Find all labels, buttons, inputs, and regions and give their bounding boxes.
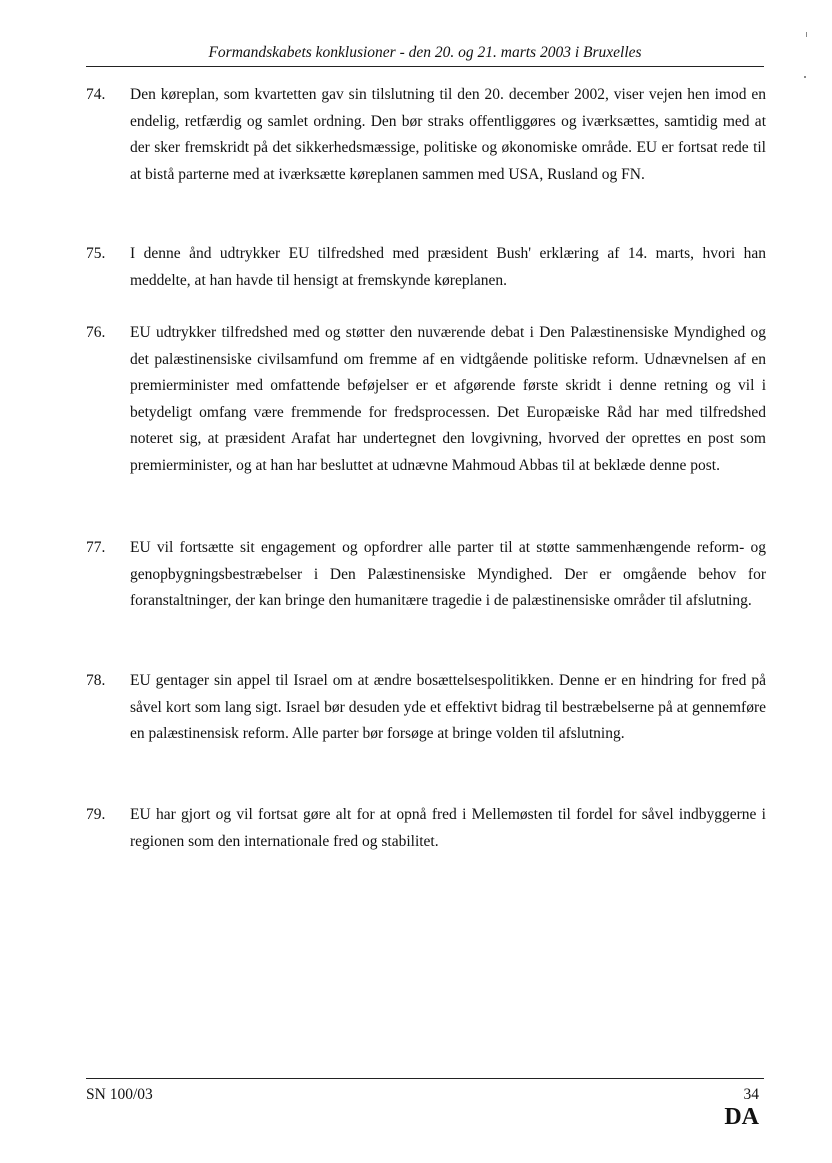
paragraph-text: Den køreplan, som kvartetten gav sin tilslutning til den 20. december 2002, viser vejen hen imod en endelig, retfærdig og samlet ordning. Den bør straks offentliggøres og iværksættes, samtidig med at der sker fremskridt på det sikkerhedsmæssige, politiske og økonomiske område. EU er fortsat rede til at bistå parterne med at iværksætte køreplanen sammen med USA, Rusland og FN.	[130, 86, 766, 183]
paragraph-text: EU har gjort og vil fortsat gøre alt for at opnå fred i Mellemøsten til fordel for såvel indbyggerne i regionen som den internationale fred og stabilitet.	[130, 806, 766, 850]
footer-rule	[86, 1078, 764, 1079]
paragraph-74	[86, 82, 766, 188]
paragraph-77	[86, 535, 766, 615]
paragraph-number: 74.	[86, 86, 106, 103]
scan-speck	[804, 76, 806, 78]
paragraph-number: 77.	[86, 539, 106, 556]
paragraph-number: 78.	[86, 672, 106, 689]
paragraph-79	[86, 802, 766, 855]
paragraph-text: EU udtrykker tilfredshed med og støtter den nuværende debat i Den Palæstinensiske Myndighed og det palæstinensiske civilsamfund om fremme af en vidtgående politiske reform. Udnævnelsen af en premierminister med omfattende beføjelser er et afgørende første skridt i denne retning og vil i betydeligt omfang være fremmende for fredsprocessen. Det Europæiske Råd har med tilfredshed noteret sig, at præsident Arafat har undertegnet den lovgivning, hvorved der oprettes en post som premierminister, og at han har besluttet at udnævne Mahmoud Abbas til at beklæde denne post.	[130, 324, 766, 474]
paragraph-75	[86, 241, 766, 294]
language-code: DA	[724, 1104, 759, 1130]
page-header: Formandskabets konklusioner - den 20. og 21. marts 2003 i Bruxelles	[208, 44, 642, 61]
paragraph-76	[86, 320, 766, 480]
paragraph-number: 79.	[86, 806, 106, 823]
paragraph-text: I denne ånd udtrykker EU tilfredshed med præsident Bush' erklæring af 14. marts, hvori han meddelte, at han havde til hensigt at fremskynde køreplanen.	[130, 245, 766, 289]
document-reference: SN 100/03	[86, 1086, 153, 1103]
paragraph-number: 75.	[86, 245, 106, 262]
scan-speck	[806, 32, 807, 37]
paragraph-number: 76.	[86, 324, 106, 341]
page-number: 34	[743, 1086, 759, 1103]
paragraph-text: EU vil fortsætte sit engagement og opfordrer alle parter til at støtte sammenhængende reform- og genopbygningsbestræbelser i Den Palæstinensiske Myndighed. Der er omgående behov for foranstaltninger, der kan bringe den humanitære tragedie i de palæstinensiske områder til afslutning.	[130, 539, 766, 610]
paragraph-text: EU gentager sin appel til Israel om at ændre bosættelsespolitikken. Denne er en hindring for fred på såvel kort som lang sigt. Israel bør desuden yde et effektivt bidrag til bestræbelserne på at gennemføre en palæstinensisk reform. Alle parter bør forsøge at bringe volden til afslutning.	[130, 672, 766, 743]
paragraph-78	[86, 668, 766, 748]
header-rule	[86, 66, 764, 67]
